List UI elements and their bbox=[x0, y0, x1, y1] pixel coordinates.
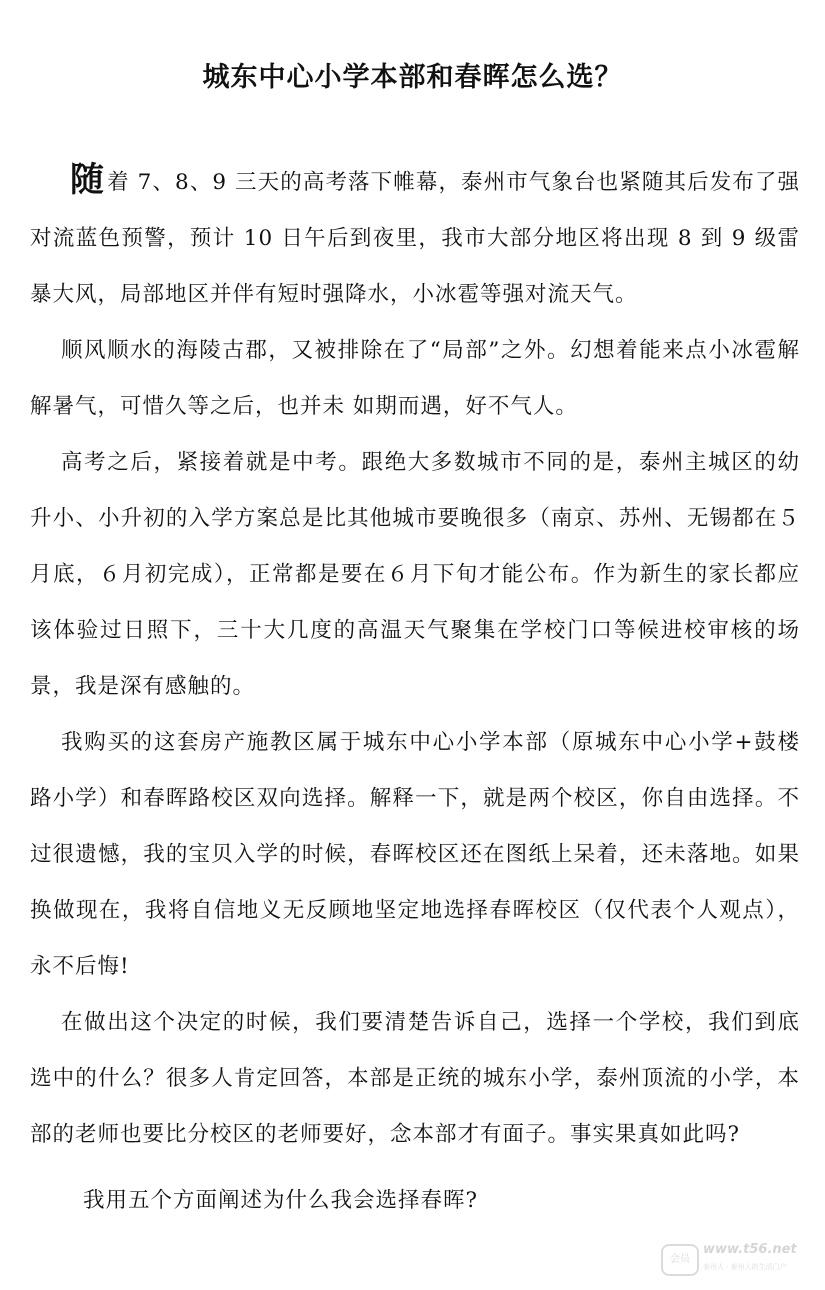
paragraph-3: 高考之后，紧接着就是中考。跟绝大多数城市不同的是，泰州主城区的幼升小、小升初的入学方案总是比其他城市要晚很多（南京、苏州、无锡都在５月底，６月初完成），正常都是要在６月下旬才能公布。作为新生的家长都应该体验过日照下，三十大几度的高温天气聚集在学校门口等候进校审核的场景，我是深有感触的。 bbox=[30, 450, 800, 699]
paragraph-5: 在做出这个决定的时候，我们要清楚告诉自己，选择一个学校，我们到底选中的什么？很多人肯定回答，本部是正统的城东小学，泰州顶流的小学，本部的老师也要比分校区的老师要好，念本部才有面子。事实果真如此吗? bbox=[30, 1010, 800, 1147]
paragraph-4: 我购买的这套房产施教区属于城东中心小学本部（原城东中心小学+鼓楼路小学）和春晖路校区双向选择。解释一下，就是两个校区，你自由选择。不过很遗憾，我的宝贝入学的时候，春晖校区还在图纸上呆着，还未落地。如果换做现在，我将自信地义无反顾地坚定地选择春晖校区（仅代表个人观点），永不后悔! bbox=[30, 730, 800, 979]
paragraph-6: 我用五个方面阐述为什么我会选择春晖? bbox=[83, 1188, 479, 1213]
article-body bbox=[30, 152, 800, 1229]
paragraph-1-text: 着 7、8、9 三天的高考落下帷幕，泰州市气象台也紧随其后发布了强对流蓝色预警，预计 10 日午后到夜里，我市大部分地区将出现 8 到 9 级雷暴大风，局部地区并伴有短时强降水，小冰雹等强对流天气。 bbox=[30, 170, 800, 307]
paragraph-1 bbox=[30, 152, 800, 323]
watermark-logo-icon: 会员 bbox=[661, 1244, 699, 1276]
paragraph-2: 顺风顺水的海陵古郡，又被排除在了“局部”之外。幻想着能来点小冰雹解解暑气，可惜久等之后，也并未 如期而遇，好不气人。 bbox=[30, 338, 800, 419]
drop-cap: 随 bbox=[70, 160, 106, 200]
watermark-url: www.t56.net bbox=[703, 1242, 797, 1257]
site-watermark bbox=[661, 1238, 811, 1280]
watermark-subtext: 泰州人 · 泰州人的生活门户 bbox=[703, 1263, 787, 1271]
article-title: 城东中心小学本部和春晖怎么选？ bbox=[202, 62, 623, 93]
